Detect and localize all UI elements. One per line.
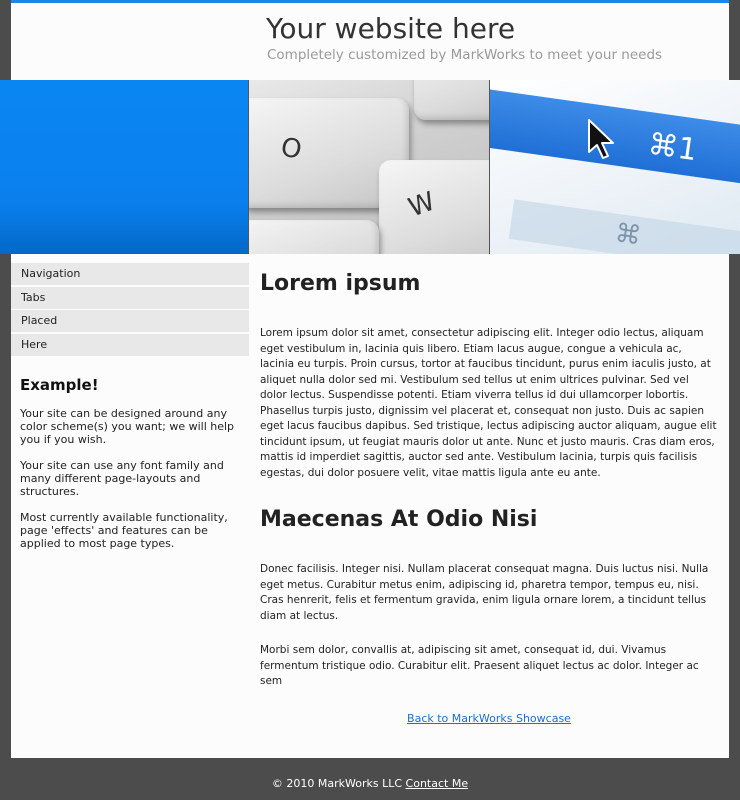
main-paragraph: Morbi sem dolor, convallis at, adipiscing sit amet, consequat id, dui. Vivamus fermentum tristique odio. Curabitur elit. Praesent aliquet lectus ac dolor. Integer ac sem xyxy=(260,644,699,687)
keyboard-keys-image xyxy=(249,80,489,254)
header xyxy=(0,0,740,80)
contact-me-link[interactable]: Contact Me xyxy=(405,777,469,790)
key-w-letter: W xyxy=(404,186,440,224)
main-content xyxy=(260,264,718,725)
sidebar-heading: Example! xyxy=(20,375,99,394)
banner-blue-panel xyxy=(0,80,248,254)
site-title: Your website here xyxy=(266,12,516,45)
nav-item-tabs[interactable]: Tabs xyxy=(11,287,249,309)
nav-item-here[interactable]: Here xyxy=(11,334,249,356)
key-o-letter: O xyxy=(278,132,305,166)
main-heading-maecenas: Maecenas At Odio Nisi xyxy=(260,507,538,532)
cursor-menu-image xyxy=(490,80,740,254)
command-symbol-faded: ⌘ xyxy=(613,218,643,252)
mouse-pointer-icon xyxy=(585,118,619,162)
header-panel xyxy=(11,0,729,80)
sidebar-paragraph: Most currently available functionality, page 'effects' and features can be applied to most page types. xyxy=(20,510,228,550)
footer xyxy=(0,758,740,800)
key-bottom xyxy=(249,220,379,254)
sidebar-paragraph: Your site can use any font family and many different page-layouts and structures. xyxy=(20,458,224,498)
sidebar-paragraph: Your site can be designed around any color scheme(s) you want; we will help you if you wish. xyxy=(20,406,235,446)
banner xyxy=(0,80,740,254)
content-panel xyxy=(11,254,729,758)
nav-item-placed[interactable]: Placed xyxy=(11,310,249,332)
key-top xyxy=(414,80,489,120)
main-heading-lorem: Lorem ipsum xyxy=(260,271,421,296)
nav-item-navigation[interactable]: Navigation xyxy=(11,263,249,285)
site-tagline: Completely customized by MarkWorks to meet your needs xyxy=(267,47,663,63)
key-w xyxy=(379,160,489,254)
back-to-showcase-link[interactable]: Back to MarkWorks Showcase xyxy=(407,711,571,725)
main-paragraph: Donec facilisis. Integer nisi. Nullam placerat consequat magna. Duis luctus nisi. Nulla eget metus. Curabitur metus enim, adipiscing id, pharetra tempor, tempus eu, nisi. Cras henrerit, felis et fermentum gravida, enim ligula ornare lorem, a tincidunt tellus diam at lectus. xyxy=(260,563,709,622)
main-paragraph: Lorem ipsum dolor sit amet, consectetur adipiscing elit. Integer odio lectus, aliquam eget vestibulum in, lacinia quis libero. Etiam lacus augue, congue a vehicula ac, lacinia eu turpis. Proin cursus, tortor at faucibus tincidunt, purus enim iaculis justo, at aliquet nulla dolor sed mi. Vestibulum sed tellus ut enim ultrices pulvinar. Sed vel dolor lectus. Suspendisse potenti. Etiam viverra tellus id dui ullamcorper lobortis. Phasellus turpis justo, dignissim vel placerat et, consequat non justo. Duis ac sapien eget lacus faucibus dapibus. Sed tristique, lectus adipiscing auctor aliquam, augue elit tincidunt ipsum, ut feugiat mauris dolor ut ante. Nunc et justo mauris. Cras diam eros, mattis id imperdiet sagittis, auctor sed ante. Vestibulum lacinia, turpis quis facilisis egestas, dui dolor posuere velit, vitae mattis ligula ante eu ante. xyxy=(260,327,717,479)
footer-copyright: © 2010 MarkWorks LLC xyxy=(271,777,403,790)
command-symbol: ⌘1 xyxy=(645,126,700,169)
sidebar-nav xyxy=(11,263,249,356)
sidebar xyxy=(11,263,249,550)
